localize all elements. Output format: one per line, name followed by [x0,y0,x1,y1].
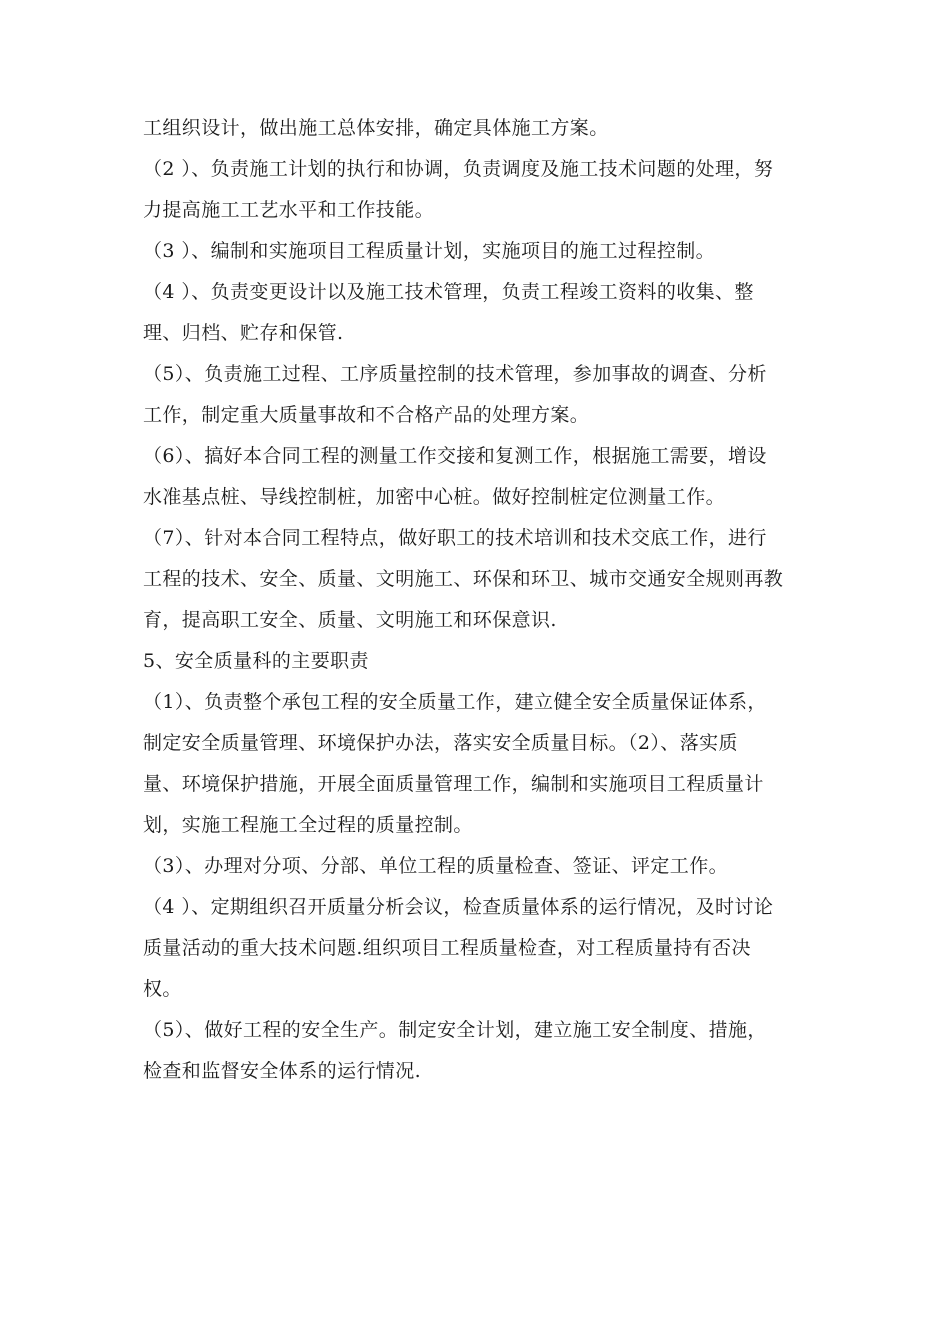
text-line: 工作，制定重大质量事故和不合格产品的处理方案。 [143,404,590,426]
text-line: 理、归档、贮存和保管. [143,322,344,344]
text-line: （5）、负责施工过程、工序质量控制的技术管理，参加事故的调查、分析 [143,363,767,385]
text-line: （4 ）、定期组织召开质量分析会议，检查质量体系的运行情况，及时讨论 [143,896,774,918]
text-line: 划，实施工程施工全过程的质量控制。 [143,814,473,836]
document-body [143,116,823,1100]
text-line: 量、环境保护措施，开展全面质量管理工作，编制和实施项目工程质量计 [143,773,764,795]
text-line: 工组织设计，做出施工总体安排，确定具体施工方案。 [143,117,609,139]
text-line: 检查和监督安全体系的运行情况. [143,1060,422,1082]
section-heading: 5、安全质量科的主要职责 [143,650,369,672]
text-line: （7）、针对本合同工程特点，做好职工的技术培训和技术交底工作，进行 [143,527,767,549]
text-line: （1）、负责整个承包工程的安全质量工作，建立健全安全质量保证体系， [143,691,767,713]
text-line: （4 ）、负责变更设计以及施工技术管理，负责工程竣工资料的收集、整 [143,281,754,303]
text-line: （3）、办理对分项、分部、单位工程的质量检查、签证、评定工作。 [143,855,728,877]
text-line: （6）、搞好本合同工程的测量工作交接和复测工作，根据施工需要，增设 [143,445,767,467]
text-line: 制定安全质量管理、环境保护办法，落实安全质量目标。（2）、落实质 [143,732,738,754]
text-line: （5）、做好工程的安全生产。制定安全计划，建立施工安全制度、措施， [143,1019,767,1041]
text-line: （2 ）、负责施工计划的执行和协调，负责调度及施工技术问题的处理，努 [143,158,774,180]
text-line: 育，提高职工安全、质量、文明施工和环保意识. [143,609,557,631]
text-line: 力提高施工工艺水平和工作技能。 [143,199,435,221]
text-line: 质量活动的重大技术问题.组织项目工程质量检查，对工程质量持有否决 [143,937,751,959]
text-line: 工程的技术、安全、质量、文明施工、环保和环卫、城市交通安全规则再教 [143,568,784,590]
text-line: 权。 [143,978,182,1000]
text-line: （3 ）、编制和实施项目工程质量计划，实施项目的施工过程控制。 [143,240,716,262]
text-line: 水准基点桩、导线控制桩，加密中心桩。做好控制桩定位测量工作。 [143,486,726,508]
